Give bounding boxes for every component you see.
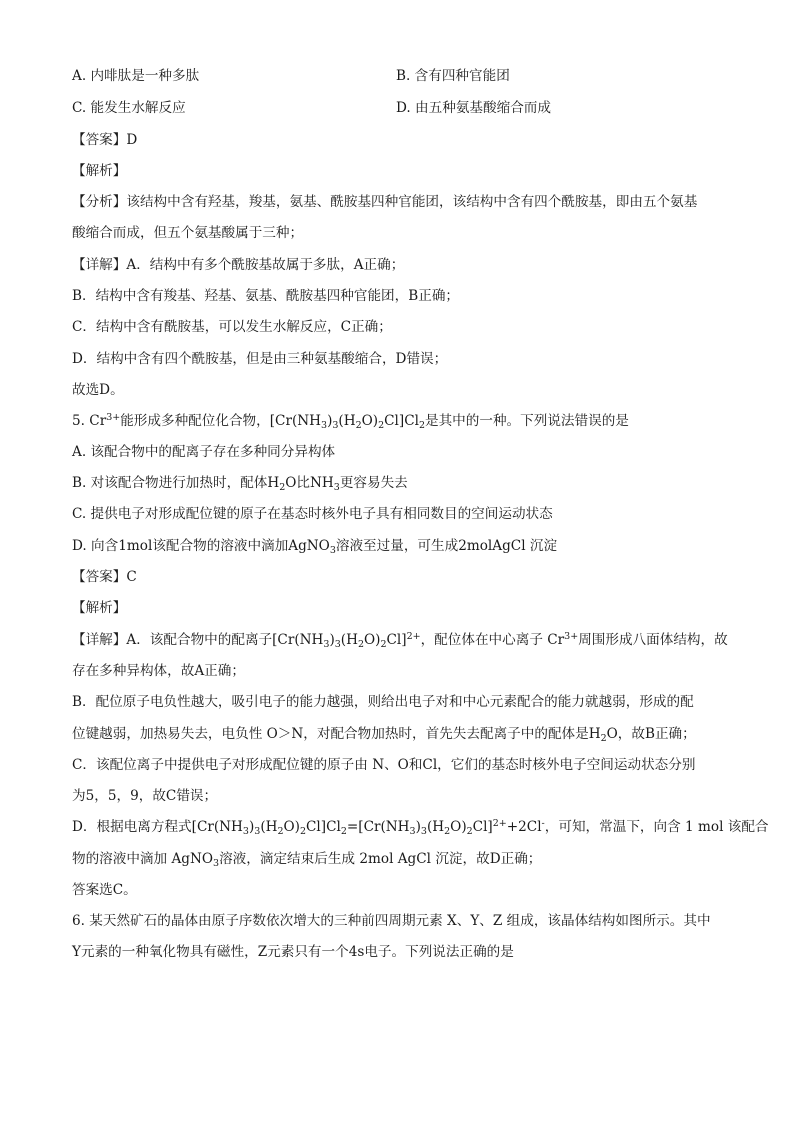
q4-option-b: B. 含有四种官能团 — [396, 68, 510, 84]
q4-detail-d: D．结构中含有四个酰胺基，但是由三种氨基酸缩合，D错误； — [72, 351, 448, 367]
q5-detail-a-line2: 存在多种异构体，故A正确； — [72, 663, 245, 679]
q6-stem-line2: Y元素的一种氧化物具有磁性，Z元素只有一个4s电子。下列说法正确的是 — [72, 944, 514, 960]
q4-fenxi-line2: 酸缩合而成，但五个氨基酸属于三种； — [72, 225, 304, 241]
q6-stem-line1: 6. 某天然矿石的晶体由原子序数依次增大的三种前四周期元素 X、Y、Z 组成，该晶体结构如图所示。其中 — [72, 913, 711, 929]
q5-option-d: D. 向含1mol该配合物的溶液中滴加AgNO$_3$溶液至过量，可生成2molAgCl 沉淀 — [72, 538, 558, 556]
q5-stem: 5. $Cr^{3+}$能形成多种配位化合物，$[Cr(NH_3)_3(H_2O)_2Cl]Cl_2$是其中的一种。下列说法错误的是 — [72, 412, 629, 431]
q4-analysis-title: 【解析】 — [72, 163, 127, 179]
q4-answer: 【答案】D — [72, 132, 138, 148]
q5-detail-b-line2: 位键越弱，加热易失去，电负性 O＞N，对配合物加热时，首先失去配离子中的配体是$H_2O$，故B正确； — [72, 726, 696, 744]
q4-option-d: D. 由五种氨基酸缩合而成 — [396, 100, 551, 116]
q4-conclusion: 故选D。 — [72, 382, 124, 398]
q4-option-a: A. 内啡肽是一种多肽 — [72, 68, 200, 84]
q5-analysis-title: 【解析】 — [72, 600, 127, 616]
q5-option-b: B. 对该配合物进行加热时，配体$H_2O$比$NH_3$更容易失去 — [72, 475, 408, 493]
q4-detail-b: B．结构中含有羧基、羟基、氨基、酰胺基四种官能团，B正确； — [72, 288, 460, 304]
q5-detail-c-line1: C．该配位离子中提供电子对形成配位键的原子由 N、O和Cl，它们的基态时核外电子空间运动状态分别 — [72, 757, 696, 773]
q4-option-c: C. 能发生水解反应 — [72, 100, 186, 116]
q5-detail-b-line1: B．配位原子电负性越大，吸引电子的能力越强，则给出电子对和中心元素配合的能力就越弱，形成的配 — [72, 694, 694, 710]
q5-answer: 【答案】C — [72, 569, 137, 585]
q5-option-a: A. 该配合物中的配离子存在多种同分异构体 — [72, 444, 336, 460]
q5-conclusion: 答案选C。 — [72, 882, 137, 898]
q4-detail-a: 【详解】A．结构中有多个酰胺基故属于多肽，A正确； — [72, 257, 405, 273]
q5-detail-c-line2: 为5，5，9，故C错误； — [72, 788, 218, 804]
q5-detail-a-line1: 【详解】A．该配合物中的配离子$[Cr(NH_3)_3(H_2O)_2Cl]^{2+}$，配位体在中心离子 $Cr^{3+}$周围形成八面体结构，故 — [72, 631, 728, 650]
q5-option-c: C. 提供电子对形成配位键的原子在基态时核外电子具有相同数目的空间运动状态 — [72, 506, 553, 522]
q5-detail-d-line1: D．根据电离方程式$[Cr(NH_3)_3(H_2O)_2Cl]Cl_2=[Cr(NH_3)_3(H_2O)_2Cl]^{2+}+2Cl^-$，可知，常温下，向含 1 mol 该配合 — [72, 818, 769, 837]
q4-detail-c: C．结构中含有酰胺基，可以发生水解反应，C正确； — [72, 319, 392, 335]
q5-detail-d-line2: 物的溶液中滴加 AgNO$_3$溶液，滴定结束后生成 2mol AgCl 沉淀，故D正确； — [72, 851, 542, 869]
q4-fenxi-line1: 【分析】该结构中含有羟基，羧基，氨基、酰胺基四种官能团，该结构中含有四个酰胺基，即由五个氨基 — [72, 194, 698, 210]
